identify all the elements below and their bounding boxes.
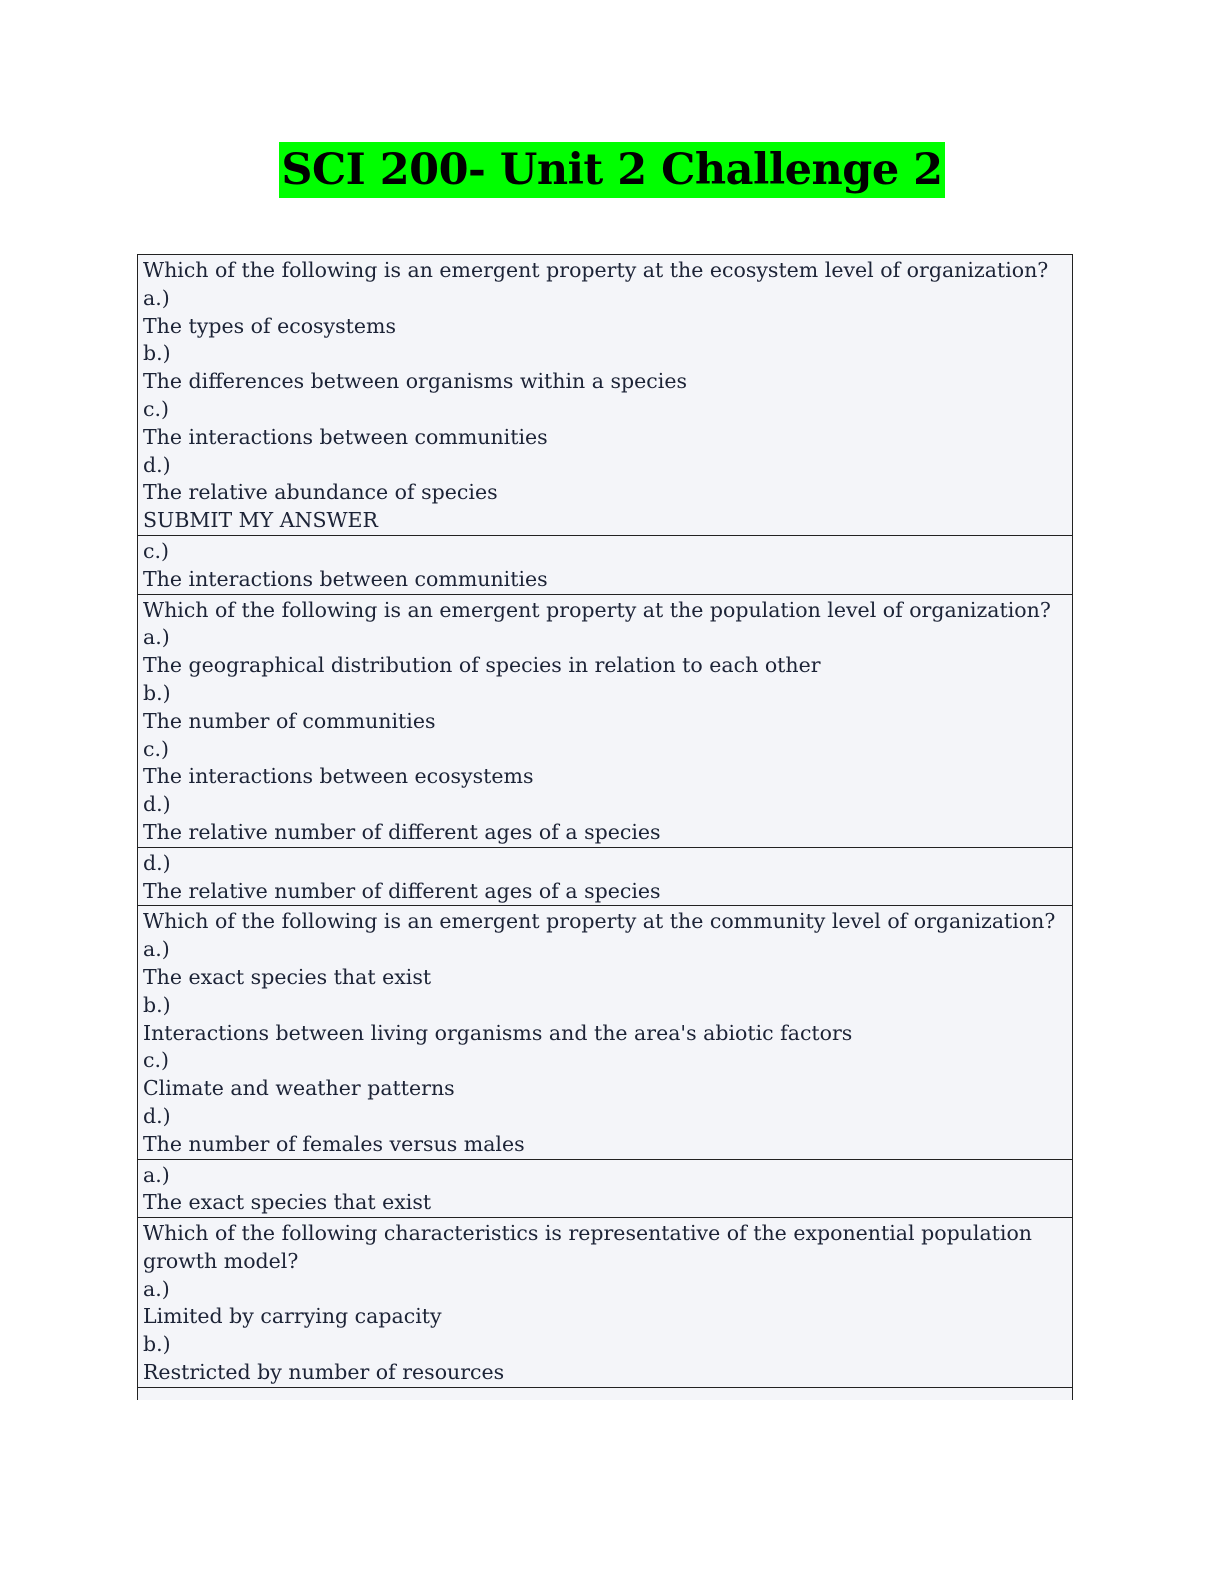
question-cell [138, 906, 1072, 1159]
question-cell [138, 1218, 1072, 1388]
answer-cell [138, 848, 1072, 907]
option-text: The types of ecosystems [143, 313, 396, 338]
option-text: Climate and weather patterns [143, 1076, 455, 1101]
option-letter: d.) [143, 792, 171, 817]
answer-cell [138, 1160, 1072, 1219]
option-text: The number of females versus males [143, 1131, 525, 1156]
question-text: Which of the following is an emergent property at the population level of organization? [143, 597, 1051, 622]
option-text: The interactions between communities [143, 424, 548, 449]
option-letter: a.) [143, 1276, 170, 1301]
option-text: The relative abundance of species [143, 480, 498, 505]
question-answer-table [137, 254, 1073, 1400]
answer-text: The interactions between communities [143, 566, 548, 591]
option-letter: c.) [143, 396, 169, 421]
title-container [0, 142, 1224, 198]
option-letter: a.) [143, 625, 170, 650]
option-letter: d.) [143, 452, 171, 477]
option-text: The number of communities [143, 708, 436, 733]
option-text: The differences between organisms within a species [143, 369, 687, 394]
answer-cell [138, 536, 1072, 595]
option-letter: a.) [143, 285, 170, 310]
option-letter: c.) [143, 1048, 169, 1073]
page-title: SCI 200- Unit 2 Challenge 2 [279, 142, 944, 198]
question-text: Which of the following is an emergent property at the community level of organization? [143, 909, 1056, 934]
answer-text: The relative number of different ages of a species [143, 878, 661, 903]
option-text: Interactions between living organisms and the area's abiotic factors [143, 1020, 853, 1045]
option-letter: b.) [143, 341, 171, 366]
option-letter: d.) [143, 850, 171, 875]
option-text: The exact species that exist [143, 964, 432, 989]
question-text: Which of the following characteristics is representative of the exponential population [143, 1221, 1033, 1246]
option-letter: a.) [143, 937, 170, 962]
submit-answer-text: SUBMIT MY ANSWER [143, 508, 378, 533]
option-text: Limited by carrying capacity [143, 1304, 442, 1329]
option-text: The geographical distribution of species in relation to each other [143, 653, 821, 678]
answer-text: The exact species that exist [143, 1190, 432, 1215]
option-text: growth model? [143, 1248, 299, 1273]
option-letter: b.) [143, 680, 171, 705]
option-letter: c.) [143, 538, 169, 563]
option-text: Restricted by number of resources [143, 1360, 505, 1385]
question-text: Which of the following is an emergent property at the ecosystem level of organization? [143, 258, 1049, 282]
option-letter: b.) [143, 1332, 171, 1357]
option-letter: c.) [143, 736, 169, 761]
option-letter: d.) [143, 1103, 171, 1128]
option-text: The interactions between ecosystems [143, 764, 534, 789]
question-cell [138, 255, 1072, 536]
option-letter: a.) [143, 1162, 170, 1187]
option-text: The relative number of different ages of a species [143, 819, 661, 844]
question-cell [138, 595, 1072, 848]
option-letter: b.) [143, 992, 171, 1017]
